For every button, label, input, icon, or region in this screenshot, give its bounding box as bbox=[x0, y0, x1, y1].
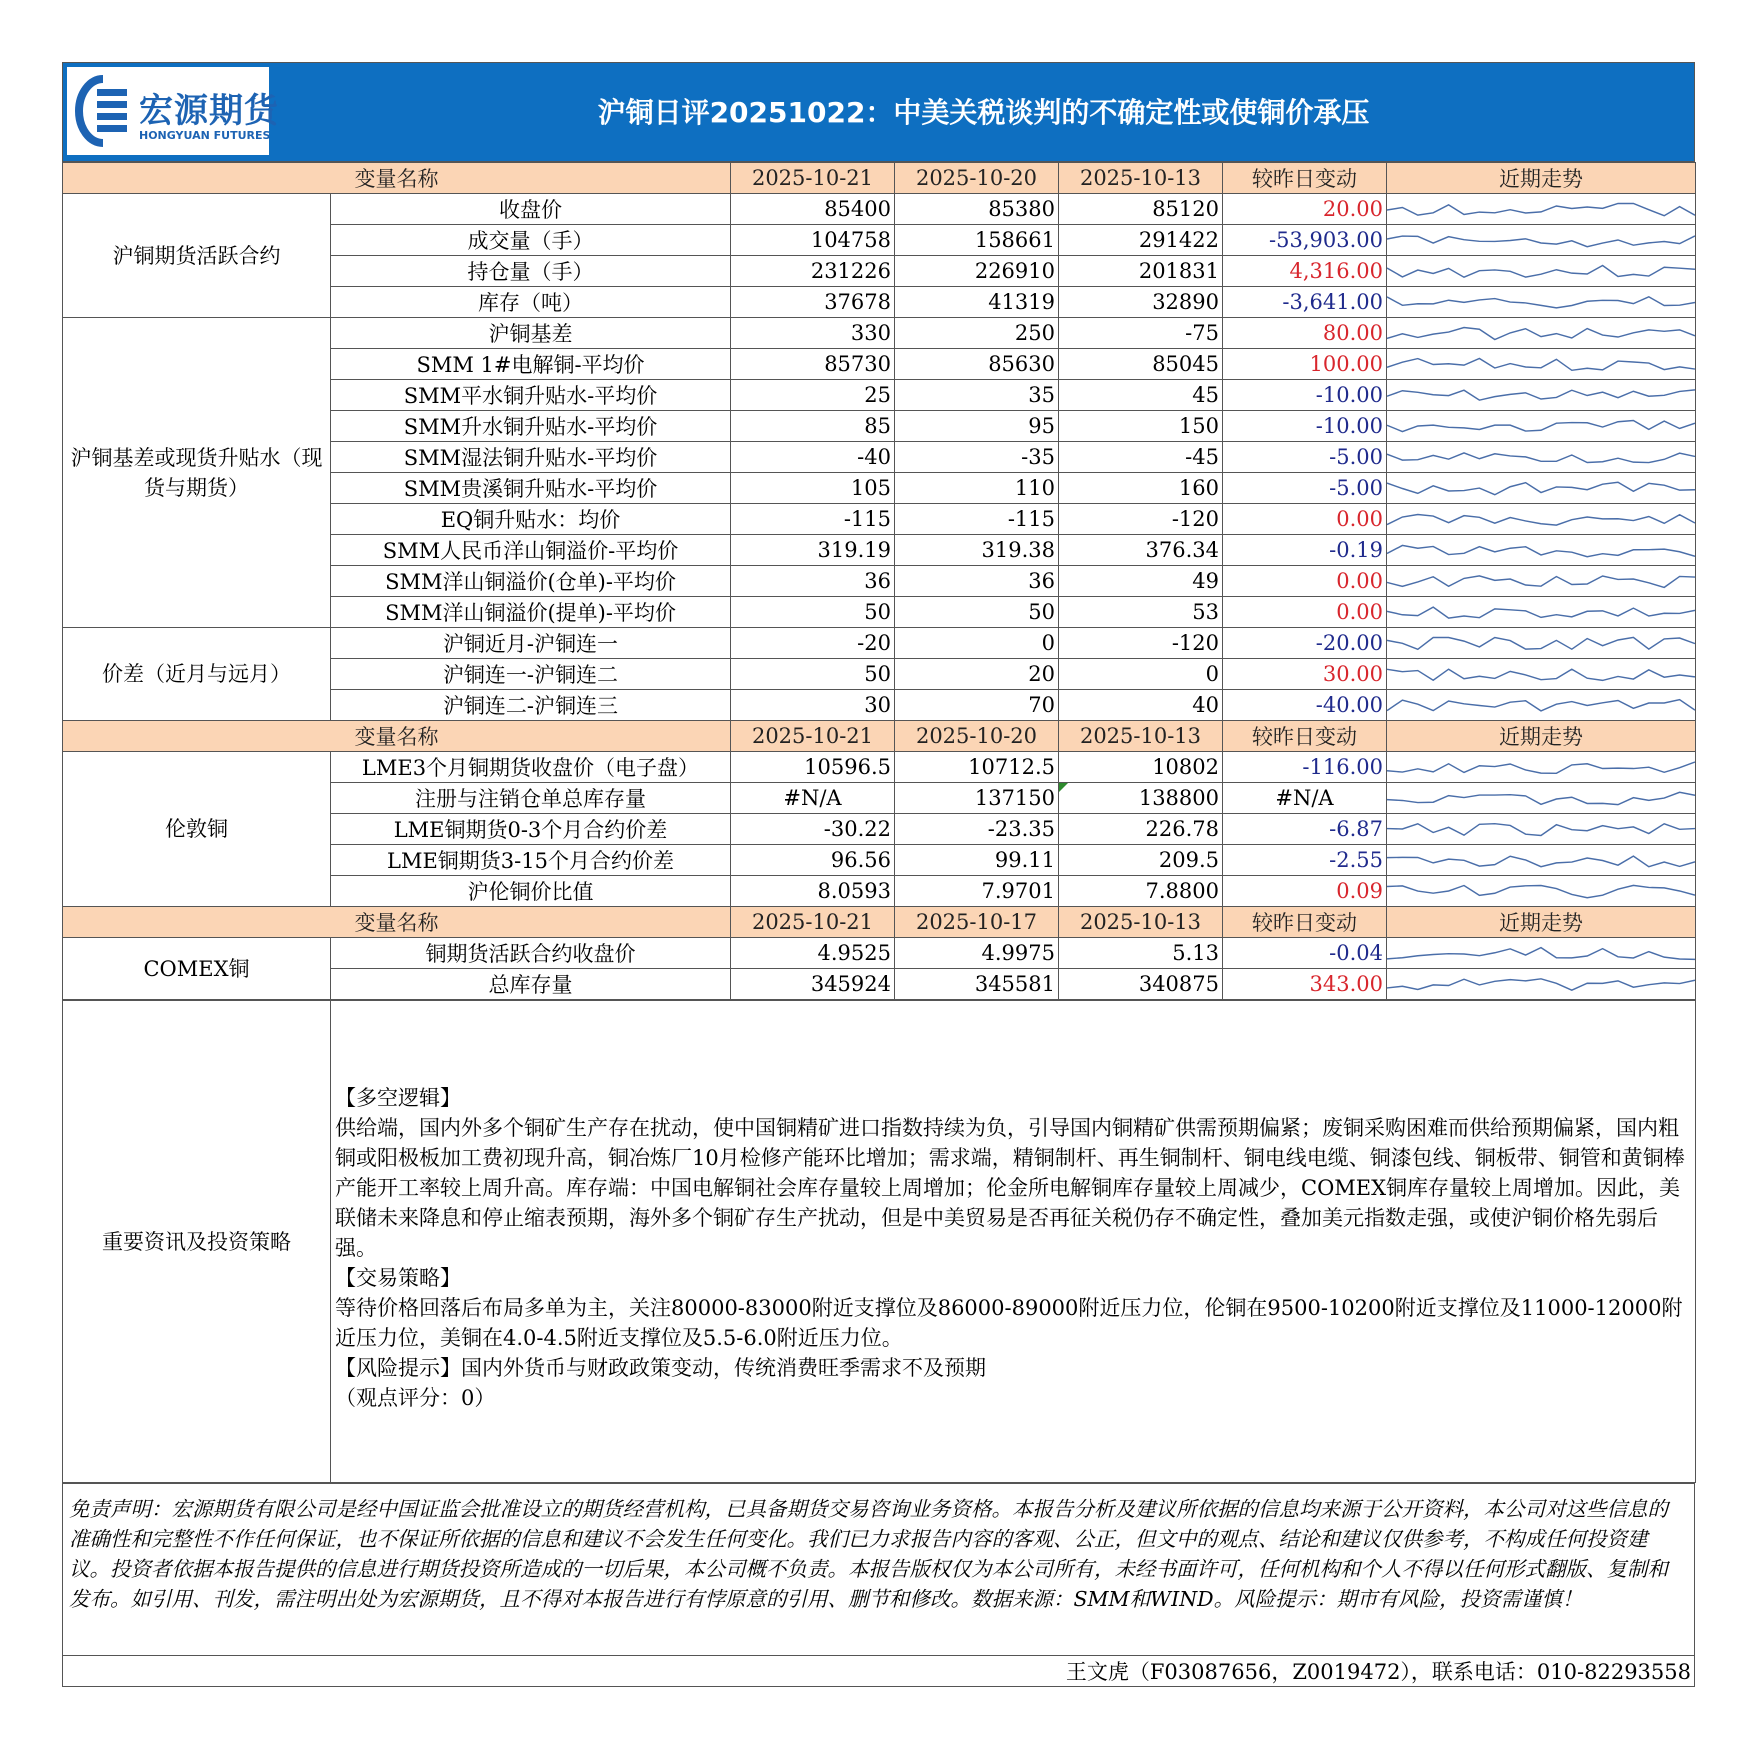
section-header-row bbox=[63, 907, 1696, 938]
value-cell: 226910 bbox=[895, 256, 1059, 287]
change-cell: -53,903.00 bbox=[1223, 225, 1387, 256]
value-cell: -20 bbox=[731, 628, 895, 659]
variable-name: 库存（吨） bbox=[331, 287, 731, 318]
header-column: 近期走势 bbox=[1387, 163, 1696, 194]
header-column: 2025-10-21 bbox=[731, 907, 895, 938]
trend-cell bbox=[1387, 969, 1696, 1000]
value-cell: 376.34 bbox=[1059, 535, 1223, 566]
value-cell: 37678 bbox=[731, 287, 895, 318]
value-cell: 45 bbox=[1059, 380, 1223, 411]
trend-sparkline bbox=[1387, 226, 1695, 255]
trend-sparkline bbox=[1387, 815, 1695, 844]
logo-text-en: HONGYUAN FUTURES bbox=[139, 129, 271, 142]
value-cell: 99.11 bbox=[895, 845, 1059, 876]
trend-sparkline bbox=[1387, 877, 1695, 906]
value-cell: 201831 bbox=[1059, 256, 1223, 287]
trend-sparkline bbox=[1387, 846, 1695, 875]
change-cell: -3,641.00 bbox=[1223, 287, 1387, 318]
news-line: （观点评分：0） bbox=[335, 1386, 496, 1410]
trend-sparkline bbox=[1387, 567, 1695, 596]
change-cell: -2.55 bbox=[1223, 845, 1387, 876]
trend-cell bbox=[1387, 225, 1696, 256]
value-cell: 5.13 bbox=[1059, 938, 1223, 969]
change-cell: 20.00 bbox=[1223, 194, 1387, 225]
header-column: 近期走势 bbox=[1387, 721, 1696, 752]
header-column: 2025-10-13 bbox=[1059, 907, 1223, 938]
variable-name: SMM洋山铜溢价(提单)-平均价 bbox=[331, 597, 731, 628]
table-row bbox=[63, 938, 1696, 969]
value-cell: 7.9701 bbox=[895, 876, 1059, 907]
value-cell: 70 bbox=[895, 690, 1059, 721]
footer-table bbox=[62, 1483, 1695, 1687]
value-cell: 85630 bbox=[895, 349, 1059, 380]
value-cell: -115 bbox=[731, 504, 895, 535]
value-cell: 250 bbox=[895, 318, 1059, 349]
trend-sparkline bbox=[1387, 753, 1695, 782]
variable-name: SMM升水铜升贴水-平均价 bbox=[331, 411, 731, 442]
trend-cell bbox=[1387, 442, 1696, 473]
value-cell: -75 bbox=[1059, 318, 1223, 349]
value-cell: 105 bbox=[731, 473, 895, 504]
value-cell: 41319 bbox=[895, 287, 1059, 318]
value-cell: 110 bbox=[895, 473, 1059, 504]
table-row bbox=[63, 318, 1696, 349]
value-cell: 0 bbox=[1059, 659, 1223, 690]
group-label: 伦敦铜 bbox=[63, 752, 331, 907]
variable-name: SMM洋山铜溢价(仓单)-平均价 bbox=[331, 566, 731, 597]
header-column: 较昨日变动 bbox=[1223, 163, 1387, 194]
trend-sparkline bbox=[1387, 536, 1695, 565]
value-cell: 104758 bbox=[731, 225, 895, 256]
change-cell: 4,316.00 bbox=[1223, 256, 1387, 287]
news-line: 【风险提示】国内外货币与财政政策变动，传统消费旺季需求不及预期 bbox=[335, 1356, 986, 1380]
value-cell: 0 bbox=[895, 628, 1059, 659]
section-header-row bbox=[63, 721, 1696, 752]
header-variable-name: 变量名称 bbox=[63, 721, 731, 752]
change-cell: -10.00 bbox=[1223, 411, 1387, 442]
variable-name: 铜期货活跃合约收盘价 bbox=[331, 938, 731, 969]
news-table bbox=[62, 1000, 1696, 1483]
value-cell: 20 bbox=[895, 659, 1059, 690]
trend-sparkline bbox=[1387, 660, 1695, 689]
logo-text-cn: 宏源期货 bbox=[139, 91, 279, 131]
news-content bbox=[331, 1001, 1696, 1483]
variable-name: 注册与注销仓单总库存量 bbox=[331, 783, 731, 814]
trend-cell bbox=[1387, 597, 1696, 628]
trend-cell bbox=[1387, 690, 1696, 721]
header-column: 2025-10-13 bbox=[1059, 721, 1223, 752]
value-cell: 10712.5 bbox=[895, 752, 1059, 783]
change-cell: -5.00 bbox=[1223, 473, 1387, 504]
variable-name: SMM人民币洋山铜溢价-平均价 bbox=[331, 535, 731, 566]
table-row bbox=[63, 194, 1696, 225]
variable-name: LME铜期货3-15个月合约价差 bbox=[331, 845, 731, 876]
header-column: 2025-10-20 bbox=[895, 721, 1059, 752]
change-cell: 80.00 bbox=[1223, 318, 1387, 349]
trend-sparkline bbox=[1387, 939, 1695, 968]
variable-name: 收盘价 bbox=[331, 194, 731, 225]
value-cell: 50 bbox=[731, 659, 895, 690]
value-cell: -35 bbox=[895, 442, 1059, 473]
value-cell: 35 bbox=[895, 380, 1059, 411]
trend-sparkline bbox=[1387, 412, 1695, 441]
change-cell: 343.00 bbox=[1223, 969, 1387, 1000]
value-cell: 32890 bbox=[1059, 287, 1223, 318]
header-column: 2025-10-13 bbox=[1059, 163, 1223, 194]
value-cell: 319.38 bbox=[895, 535, 1059, 566]
table-row bbox=[63, 752, 1696, 783]
value-cell: 96.56 bbox=[731, 845, 895, 876]
value-cell: 4.9975 bbox=[895, 938, 1059, 969]
value-cell: 85 bbox=[731, 411, 895, 442]
value-cell: 4.9525 bbox=[731, 938, 895, 969]
trend-sparkline bbox=[1387, 319, 1695, 348]
variable-name: EQ铜升贴水：均价 bbox=[331, 504, 731, 535]
variable-name: LME3个月铜期货收盘价（电子盘） bbox=[331, 752, 731, 783]
value-cell: 7.8800 bbox=[1059, 876, 1223, 907]
value-cell: 53 bbox=[1059, 597, 1223, 628]
value-cell: 137150 bbox=[895, 783, 1059, 814]
disclaimer: 免责声明：宏源期货有限公司是经中国证监会批准设立的期货经营机构，已具备期货交易咨询业务资格。本报告分析及建议所依据的信息均来源于公开资料，本公司对这些信息的准确性和完整性不作任何保证，也不保证所依据的信息和建议不会发生任何变化。我们已力求报告内容的客观、公正，但文中的观点、结论和建议仅供参考，不构成任何投资建议。投资者依据本报告提供的信息进行期货投资所造成的一切后果，本公司概不负责。本报告版权仅为本公司所有，未经书面许可，任何机构和个人不得以任何形式翻版、复制和发布。如引用、刊发，需注明出处为宏源期货，且不得对本报告进行有悖原意的引用、删节和修改。数据来源：SMM和WIND。风险提示：期市有风险，投资需谨慎！ bbox=[63, 1484, 1695, 1656]
value-cell: 330 bbox=[731, 318, 895, 349]
news-line: 等待价格回落后布局多单为主，关注80000-83000附近支撑位及86000-89000附近压力位，伦铜在9500-10200附近支撑位及11000-12000附近压力位，美铜在4.0-4.5附近支撑位及5.5-6.0附近压力位。 bbox=[335, 1296, 1683, 1350]
variable-name: 总库存量 bbox=[331, 969, 731, 1000]
value-cell: 8.0593 bbox=[731, 876, 895, 907]
value-cell: 10596.5 bbox=[731, 752, 895, 783]
company-logo bbox=[67, 67, 279, 155]
hongyuan-logo-icon bbox=[75, 75, 131, 147]
value-cell: 158661 bbox=[895, 225, 1059, 256]
value-text: 138800 bbox=[1138, 786, 1219, 810]
header-column: 较昨日变动 bbox=[1223, 907, 1387, 938]
variable-name: 沪伦铜价比值 bbox=[331, 876, 731, 907]
value-cell: 85400 bbox=[731, 194, 895, 225]
variable-name: LME铜期货0-3个月合约价差 bbox=[331, 814, 731, 845]
value-cell: 95 bbox=[895, 411, 1059, 442]
data-table bbox=[62, 162, 1696, 1000]
change-cell: -0.04 bbox=[1223, 938, 1387, 969]
trend-sparkline bbox=[1387, 505, 1695, 534]
trend-sparkline bbox=[1387, 350, 1695, 379]
report-title: 沪铜日评20251022：中美关税谈判的不确定性或使铜价承压 bbox=[597, 96, 1370, 129]
trend-sparkline bbox=[1387, 629, 1695, 658]
change-cell: -0.19 bbox=[1223, 535, 1387, 566]
trend-cell bbox=[1387, 659, 1696, 690]
header-variable-name: 变量名称 bbox=[63, 163, 731, 194]
variable-name: SMM湿法铜升贴水-平均价 bbox=[331, 442, 731, 473]
section-header-row bbox=[63, 163, 1696, 194]
value-cell: -40 bbox=[731, 442, 895, 473]
trend-cell bbox=[1387, 473, 1696, 504]
change-cell: 100.00 bbox=[1223, 349, 1387, 380]
news-line: 【多空逻辑】 bbox=[335, 1086, 461, 1110]
trend-cell bbox=[1387, 566, 1696, 597]
trend-cell bbox=[1387, 380, 1696, 411]
trend-cell bbox=[1387, 411, 1696, 442]
value-cell: -120 bbox=[1059, 628, 1223, 659]
variable-name: SMM平水铜升贴水-平均价 bbox=[331, 380, 731, 411]
trend-cell bbox=[1387, 845, 1696, 876]
trend-cell bbox=[1387, 814, 1696, 845]
value-cell: 85730 bbox=[731, 349, 895, 380]
value-cell: 150 bbox=[1059, 411, 1223, 442]
trend-sparkline bbox=[1387, 443, 1695, 472]
value-cell: -45 bbox=[1059, 442, 1223, 473]
value-cell: 160 bbox=[1059, 473, 1223, 504]
group-label: 沪铜基差或现货升贴水（现货与期货） bbox=[63, 318, 331, 628]
table-row bbox=[63, 628, 1696, 659]
value-cell: 231226 bbox=[731, 256, 895, 287]
trend-cell bbox=[1387, 752, 1696, 783]
variable-name: 成交量（手） bbox=[331, 225, 731, 256]
header-column: 近期走势 bbox=[1387, 907, 1696, 938]
change-cell: -6.87 bbox=[1223, 814, 1387, 845]
change-cell: 0.00 bbox=[1223, 597, 1387, 628]
value-cell: 30 bbox=[731, 690, 895, 721]
report-sheet bbox=[62, 62, 1695, 1687]
variable-name: 沪铜基差 bbox=[331, 318, 731, 349]
trend-sparkline bbox=[1387, 381, 1695, 410]
value-cell: #N/A bbox=[731, 783, 895, 814]
value-cell: 345924 bbox=[731, 969, 895, 1000]
trend-cell bbox=[1387, 349, 1696, 380]
value-cell: -23.35 bbox=[895, 814, 1059, 845]
change-cell: -10.00 bbox=[1223, 380, 1387, 411]
value-cell: 85380 bbox=[895, 194, 1059, 225]
header-column: 较昨日变动 bbox=[1223, 721, 1387, 752]
value-cell: 319.19 bbox=[731, 535, 895, 566]
trend-sparkline bbox=[1387, 195, 1695, 224]
report-header bbox=[62, 62, 1695, 162]
trend-sparkline bbox=[1387, 288, 1695, 317]
variable-name: SMM贵溪铜升贴水-平均价 bbox=[331, 473, 731, 504]
value-cell: 345581 bbox=[895, 969, 1059, 1000]
trend-sparkline bbox=[1387, 970, 1695, 999]
variable-name: 沪铜近月-沪铜连一 bbox=[331, 628, 731, 659]
header-column: 2025-10-21 bbox=[731, 163, 895, 194]
value-cell: -120 bbox=[1059, 504, 1223, 535]
value-cell: 85045 bbox=[1059, 349, 1223, 380]
header-column: 2025-10-20 bbox=[895, 163, 1059, 194]
header-column: 2025-10-21 bbox=[731, 721, 895, 752]
error-indicator-icon bbox=[1059, 783, 1068, 792]
trend-cell bbox=[1387, 783, 1696, 814]
news-line: 供给端，国内外多个铜矿生产存在扰动，使中国铜精矿进口指数持续为负，引导国内铜精矿供需预期偏紧；废铜采购困难而供给预期偏紧，国内粗铜或阳极板加工费初现升高，铜冶炼厂10月检修产能环比增加；需求端，精铜制杆、再生铜制杆、铜电线电缆、铜漆包线、铜板带、铜管和黄铜棒产能开工率较上周升高。库存端：中国电解铜社会库存量较上周增加；伦金所电解铜库存量较上周减少，COMEX铜库存量较上周增加。因此，美联储未来降息和停止缩表预期，海外多个铜矿存生产扰动，但是中美贸易是否再征关税仍存不确定性，叠加美元指数走强，或使沪铜价格先弱后强。 bbox=[335, 1116, 1685, 1260]
value-cell: 85120 bbox=[1059, 194, 1223, 225]
trend-cell bbox=[1387, 876, 1696, 907]
value-cell: 40 bbox=[1059, 690, 1223, 721]
trend-cell bbox=[1387, 628, 1696, 659]
contact-info: 王文虎（F03087656，Z0019472），联系电话：010-82293558 bbox=[63, 1656, 1695, 1687]
header-variable-name: 变量名称 bbox=[63, 907, 731, 938]
value-cell: 50 bbox=[731, 597, 895, 628]
trend-sparkline bbox=[1387, 474, 1695, 503]
trend-sparkline bbox=[1387, 257, 1695, 286]
value-cell: 226.78 bbox=[1059, 814, 1223, 845]
trend-cell bbox=[1387, 535, 1696, 566]
trend-sparkline bbox=[1387, 691, 1695, 720]
trend-cell bbox=[1387, 194, 1696, 225]
group-label: 沪铜期货活跃合约 bbox=[63, 194, 331, 318]
trend-cell bbox=[1387, 256, 1696, 287]
value-cell: 25 bbox=[731, 380, 895, 411]
value-cell: 291422 bbox=[1059, 225, 1223, 256]
variable-name: 持仓量（手） bbox=[331, 256, 731, 287]
change-cell: 0.09 bbox=[1223, 876, 1387, 907]
header-column: 2025-10-17 bbox=[895, 907, 1059, 938]
value-cell: 50 bbox=[895, 597, 1059, 628]
change-cell: -5.00 bbox=[1223, 442, 1387, 473]
variable-name: 沪铜连一-沪铜连二 bbox=[331, 659, 731, 690]
trend-sparkline bbox=[1387, 598, 1695, 627]
news-line: 【交易策略】 bbox=[335, 1266, 461, 1290]
group-label: COMEX铜 bbox=[63, 938, 331, 1000]
change-cell: #N/A bbox=[1223, 783, 1387, 814]
value-cell: 209.5 bbox=[1059, 845, 1223, 876]
change-cell: -116.00 bbox=[1223, 752, 1387, 783]
news-label: 重要资讯及投资策略 bbox=[63, 1001, 331, 1483]
value-cell: -30.22 bbox=[731, 814, 895, 845]
value-cell: -115 bbox=[895, 504, 1059, 535]
group-label: 价差（近月与远月） bbox=[63, 628, 331, 721]
value-cell: 36 bbox=[731, 566, 895, 597]
variable-name: SMM 1#电解铜-平均价 bbox=[331, 349, 731, 380]
change-cell: -20.00 bbox=[1223, 628, 1387, 659]
trend-cell bbox=[1387, 318, 1696, 349]
trend-cell bbox=[1387, 938, 1696, 969]
value-cell: 49 bbox=[1059, 566, 1223, 597]
value-cell: 36 bbox=[895, 566, 1059, 597]
value-cell: 10802 bbox=[1059, 752, 1223, 783]
trend-sparkline bbox=[1387, 784, 1695, 813]
trend-cell bbox=[1387, 504, 1696, 535]
change-cell: 30.00 bbox=[1223, 659, 1387, 690]
trend-cell bbox=[1387, 287, 1696, 318]
value-cell bbox=[1059, 783, 1223, 814]
change-cell: -40.00 bbox=[1223, 690, 1387, 721]
variable-name: 沪铜连二-沪铜连三 bbox=[331, 690, 731, 721]
change-cell: 0.00 bbox=[1223, 504, 1387, 535]
change-cell: 0.00 bbox=[1223, 566, 1387, 597]
value-cell: 340875 bbox=[1059, 969, 1223, 1000]
